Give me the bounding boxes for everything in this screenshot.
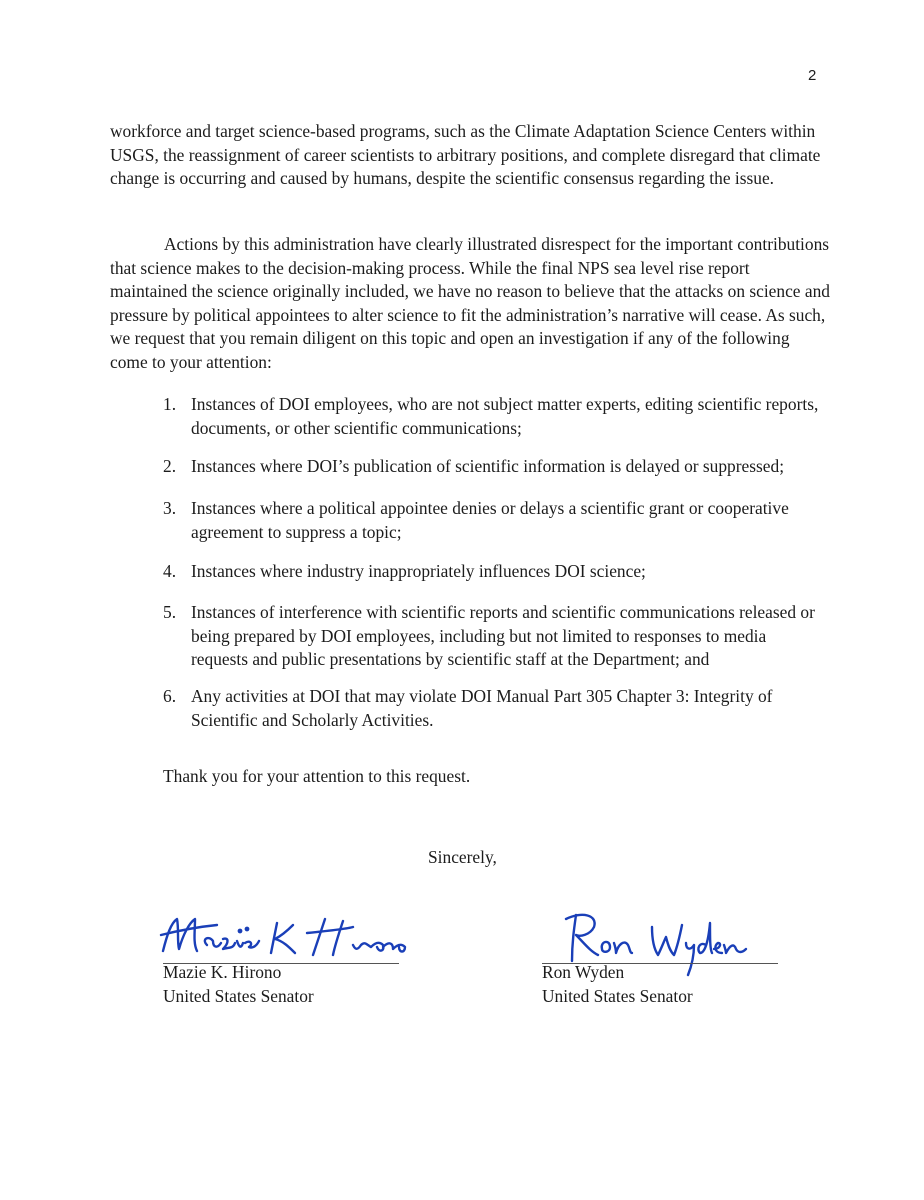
list-item-number: 4. <box>163 561 177 581</box>
page-number: 2 <box>808 67 817 84</box>
list-item-number: 2. <box>163 456 177 476</box>
list-item-number: 1. <box>163 394 177 414</box>
list-item-number: 6. <box>163 686 177 706</box>
closing-salutation: Sincerely, <box>428 847 497 867</box>
handwritten-signature-hirono <box>157 905 427 967</box>
list-item-text: Instances of DOI employees, who are not subject matter experts, editing scientific reports, documents, or other scientific communications; <box>191 394 819 438</box>
signatory-title: United States Senator <box>542 986 693 1006</box>
thanks-line: Thank you for your attention to this request. <box>163 766 471 786</box>
list-item-text: Instances of interference with scientific reports and scientific communications released or being prepared by DOI employees, including but not limited to responses to media requests and public presentations by scientific staff at the Department; and <box>191 602 815 669</box>
list-item-number: 3. <box>163 498 177 518</box>
list-item-text: Instances where industry inappropriately influences DOI science; <box>191 561 646 581</box>
list-item-text: Instances where a political appointee denies or delays a scientific grant or cooperative agreement to suppress a topic; <box>191 498 789 542</box>
list-item-text: Any activities at DOI that may violate DOI Manual Part 305 Chapter 3: Integrity of Scientific and Scholarly Activities. <box>191 686 773 730</box>
body-paragraph-1: workforce and target science-based programs, such as the Climate Adaptation Science Centers within USGS, the reassignment of career scientists to arbitrary positions, and complete disregard that climate change is occurring and caused by humans, despite the scientific consensus regarding the issue. <box>110 121 821 188</box>
signatory-name: Mazie K. Hirono <box>163 962 282 982</box>
signatory-title: United States Senator <box>163 986 314 1006</box>
list-item-text: Instances where DOI’s publication of scientific information is delayed or suppressed; <box>191 456 785 476</box>
body-paragraph-2: Actions by this administration have clearly illustrated disrespect for the important contributions that science makes to the decision-making process. While the final NPS sea level rise report maintained the science originally included, we have no reason to believe that the attacks on science and pressure by political appointees to alter science to fit the administration’s narrative will cease. As such, we request that you remain diligent on this topic and open an investigation if any of the following come to your attention: <box>110 234 830 372</box>
list-item-number: 5. <box>163 602 177 622</box>
signatory-name: Ron Wyden <box>542 962 625 982</box>
